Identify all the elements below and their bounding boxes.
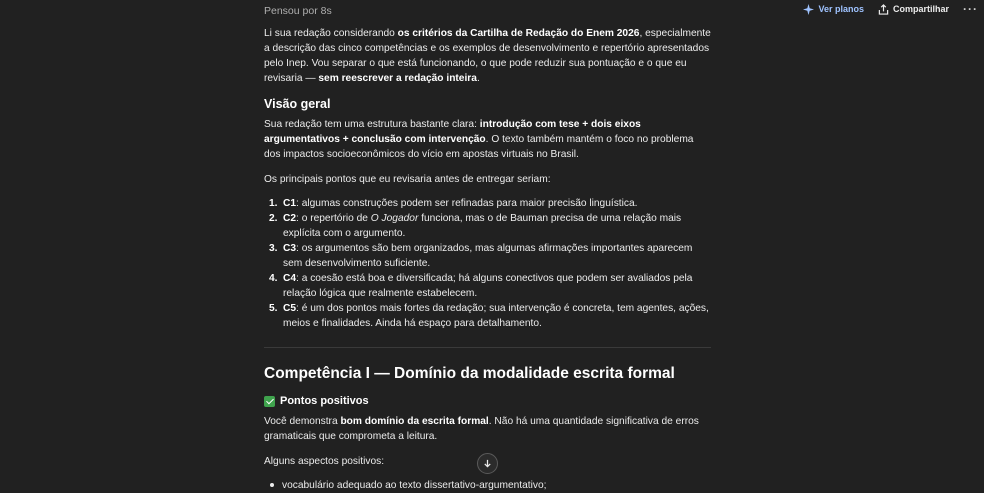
review-points-list [264,196,711,331]
arrow-down-icon [483,459,492,468]
overview-heading: Visão geral [264,97,331,111]
list-item-text: : algumas construções podem ser refinadas para maior precisão linguística. [296,198,638,209]
share-icon [878,4,889,15]
intro-bold-2: sem reescrever a redação inteira [318,73,477,84]
share-label: Compartilhar [892,4,949,14]
intro-text-1: Li sua redação considerando [264,28,398,39]
list-number: 3. [269,243,278,254]
list-item-text: : o repertório de [296,213,371,224]
competence-1-text-2: . Não há uma quantidade significativa de erros gramaticais que comprometa a leitura. [264,416,699,442]
list-item-text: : é um dos pontos mais fortes da redação; sua intervenção é concreta, tem agentes, ações, meios e finalidades. Ainda há espaço para detalhamento. [283,303,709,329]
competence-code: C5 [283,303,297,314]
thought-duration-toggle[interactable]: Pensou por 8s [264,5,332,17]
competence-code: C3 [283,243,297,254]
list-item-text: funciona, mas o de Bauman precisa de uma relação mais explícita com o argumento. [283,213,682,239]
list-number: 1. [269,198,278,209]
list-item-text: : a coesão está boa e diversificada; há alguns conectivos que podem ser avaliados pela relação lógica que realmente estabelecem. [283,273,693,299]
section-divider [264,347,711,348]
plans-button[interactable] [803,4,864,15]
book-title: O Jogador [370,213,419,224]
positives-heading-label: Pontos positivos [280,395,369,407]
list-item-text: : os argumentos são bem organizados, mas algumas afirmações importantes aparecem sem desenvolvimento suficiente. [283,243,693,269]
competence-code: C1 [283,198,297,209]
positives-heading [264,394,369,409]
list-number: 5. [269,303,278,314]
list-item [264,271,711,301]
intro-text-2: , especialmente a descrição das cinco competências e os exemplos de desenvolvimento e repertório apresentados pelo Inep. Vou separar o que está funcionando, o que pode reduzir sua pontuação e o que eu revisaria — [264,28,711,84]
points-lead: Os principais pontos que eu revisaria antes de entregar seriam: [264,174,551,185]
list-item [264,196,711,211]
overview-bold-1: introdução com tese + dois eixos argumentativos + conclusão com intervenção [264,119,641,145]
competence-1-bold: bom domínio da escrita formal [340,416,489,427]
check-box-icon [264,396,275,407]
list-item [264,478,711,493]
intro-paragraph [264,26,711,86]
bullet-dot [270,483,274,487]
plans-label: Ver planos [818,4,864,14]
top-bar [803,0,984,18]
list-item-text: vocabulário adequado ao texto dissertativo-argumentativo; [282,480,547,491]
sparkle-icon [803,4,814,15]
competence-1-paragraph [264,414,711,444]
scroll-to-bottom-button[interactable] [477,453,498,474]
list-item [264,301,711,331]
list-number: 2. [269,213,278,224]
more-options-button[interactable]: ··· [963,2,978,16]
intro-bold-1: os critérios da Cartilha de Redação do Enem 2026 [397,28,640,39]
competence-code: C4 [283,273,297,284]
competence-code: C2 [283,213,297,224]
overview-text-2: . O texto também mantém o foco no problema dos impactos socioeconômicos do vício em apostas virtuais no Brasil. [264,134,694,160]
list-number: 4. [269,273,278,284]
overview-text-1: Sua redação tem uma estrutura bastante clara: [264,119,480,130]
share-button[interactable] [878,4,949,15]
aspects-lead: Alguns aspectos positivos: [264,456,385,467]
overview-paragraph [264,117,711,162]
competence-1-text-1: Você demonstra [264,416,341,427]
list-item [264,241,711,271]
intro-text-3: . [476,73,480,84]
list-item [264,211,711,241]
competence-1-heading: Competência I — Domínio da modalidade escrita formal [264,365,675,382]
